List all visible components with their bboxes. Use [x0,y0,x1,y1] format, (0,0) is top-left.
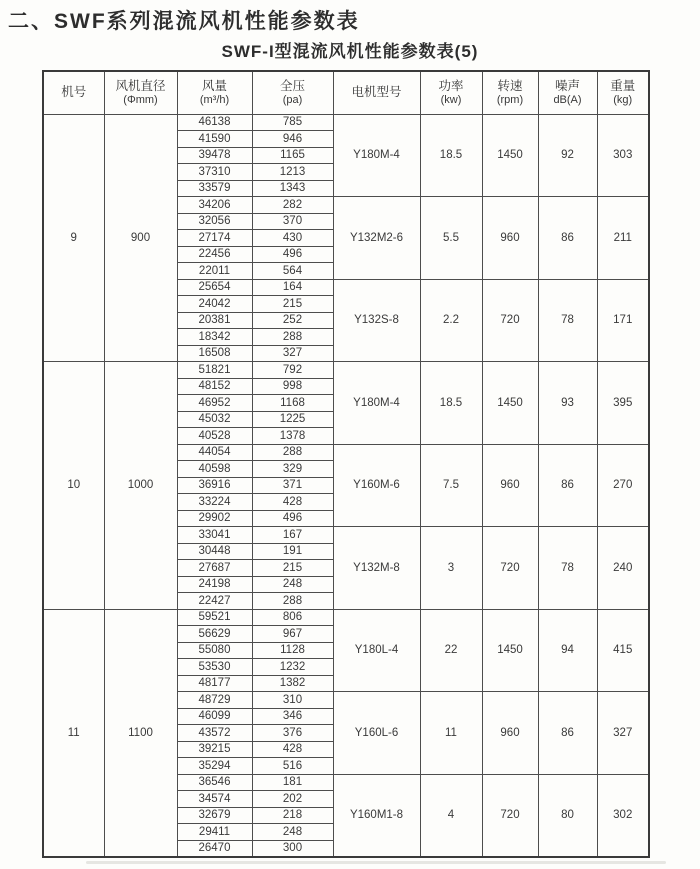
col-header-motor-model: 电机型号 [333,71,420,114]
airflow-cell: 46952 [177,395,252,412]
pressure-cell: 1343 [252,180,333,197]
pressure-cell: 1165 [252,147,333,164]
motor-model-cell: Y160M1-8 [333,774,420,857]
speed-cell: 1450 [482,609,538,692]
pressure-cell: 327 [252,345,333,362]
weight-cell: 415 [597,609,649,692]
noise-cell: 78 [538,527,597,610]
pressure-cell: 215 [252,296,333,313]
motor-model-cell: Y180M-4 [333,114,420,197]
diameter-cell: 1000 [104,362,177,610]
noise-cell: 86 [538,197,597,280]
airflow-cell: 51821 [177,362,252,379]
power-cell: 18.5 [420,114,482,197]
pressure-cell: 164 [252,279,333,296]
pressure-cell: 191 [252,543,333,560]
power-cell: 7.5 [420,444,482,527]
speed-cell: 720 [482,279,538,362]
airflow-cell: 34574 [177,791,252,808]
table-row [43,362,649,379]
airflow-cell: 34206 [177,197,252,214]
pressure-cell: 202 [252,791,333,808]
noise-cell: 86 [538,692,597,775]
pressure-cell: 371 [252,477,333,494]
airflow-cell: 46138 [177,114,252,131]
pressure-cell: 1378 [252,428,333,445]
speed-cell: 960 [482,444,538,527]
noise-cell: 93 [538,362,597,445]
motor-model-cell: Y160M-6 [333,444,420,527]
airflow-cell: 16508 [177,345,252,362]
pressure-cell: 282 [252,197,333,214]
pressure-cell: 248 [252,824,333,841]
pressure-cell: 288 [252,329,333,346]
noise-cell: 80 [538,774,597,857]
pressure-cell: 376 [252,725,333,742]
airflow-cell: 22011 [177,263,252,280]
airflow-cell: 44054 [177,444,252,461]
airflow-cell: 46099 [177,708,252,725]
pressure-cell: 967 [252,626,333,643]
pressure-cell: 946 [252,131,333,148]
pressure-cell: 300 [252,840,333,857]
airflow-cell: 40528 [177,428,252,445]
airflow-cell: 55080 [177,642,252,659]
weight-cell: 302 [597,774,649,857]
speed-cell: 1450 [482,362,538,445]
pressure-cell: 1168 [252,395,333,412]
noise-cell: 94 [538,609,597,692]
col-header-noise: 噪声 dB(A) [538,71,597,114]
speed-cell: 960 [482,197,538,280]
airflow-cell: 22427 [177,593,252,610]
pressure-cell: 310 [252,692,333,709]
pressure-cell: 792 [252,362,333,379]
noise-cell: 86 [538,444,597,527]
airflow-cell: 29411 [177,824,252,841]
pressure-cell: 1213 [252,164,333,181]
power-cell: 3 [420,527,482,610]
fan-table-body [43,114,649,857]
pressure-cell: 998 [252,378,333,395]
pressure-cell: 496 [252,510,333,527]
airflow-cell: 33224 [177,494,252,511]
pressure-cell: 496 [252,246,333,263]
table-row [43,609,649,626]
airflow-cell: 39478 [177,147,252,164]
power-cell: 5.5 [420,197,482,280]
noise-cell: 92 [538,114,597,197]
speed-cell: 720 [482,527,538,610]
airflow-cell: 27174 [177,230,252,247]
pressure-cell: 218 [252,807,333,824]
machine-no-cell: 11 [43,609,104,857]
airflow-cell: 53530 [177,659,252,676]
airflow-cell: 24198 [177,576,252,593]
machine-no-cell: 10 [43,362,104,610]
airflow-cell: 32679 [177,807,252,824]
airflow-cell: 45032 [177,411,252,428]
airflow-cell: 33041 [177,527,252,544]
airflow-cell: 59521 [177,609,252,626]
airflow-cell: 56629 [177,626,252,643]
airflow-cell: 37310 [177,164,252,181]
col-header-speed: 转速 (rpm) [482,71,538,114]
airflow-cell: 35294 [177,758,252,775]
airflow-cell: 36916 [177,477,252,494]
weight-cell: 171 [597,279,649,362]
airflow-cell: 43572 [177,725,252,742]
airflow-cell: 20381 [177,312,252,329]
col-header-machine-no: 机号 [43,71,104,114]
airflow-cell: 26470 [177,840,252,857]
pressure-cell: 806 [252,609,333,626]
weight-cell: 327 [597,692,649,775]
airflow-cell: 48729 [177,692,252,709]
weight-cell: 270 [597,444,649,527]
airflow-cell: 24042 [177,296,252,313]
col-header-pressure: 全压 (pa) [252,71,333,114]
pressure-cell: 516 [252,758,333,775]
airflow-cell: 22456 [177,246,252,263]
motor-model-cell: Y132M2-6 [333,197,420,280]
pressure-cell: 428 [252,494,333,511]
airflow-cell: 25654 [177,279,252,296]
pressure-cell: 1232 [252,659,333,676]
pressure-cell: 1128 [252,642,333,659]
power-cell: 2.2 [420,279,482,362]
airflow-cell: 27687 [177,560,252,577]
speed-cell: 1450 [482,114,538,197]
weight-cell: 211 [597,197,649,280]
col-header-power: 功率 (kw) [420,71,482,114]
pressure-cell: 785 [252,114,333,131]
pressure-cell: 564 [252,263,333,280]
scan-artifact-line [86,861,666,864]
pressure-cell: 288 [252,593,333,610]
pressure-cell: 346 [252,708,333,725]
pressure-cell: 252 [252,312,333,329]
airflow-cell: 48152 [177,378,252,395]
pressure-cell: 370 [252,213,333,230]
pressure-cell: 1225 [252,411,333,428]
airflow-cell: 39215 [177,741,252,758]
motor-model-cell: Y132S-8 [333,279,420,362]
motor-model-cell: Y132M-8 [333,527,420,610]
pressure-cell: 181 [252,774,333,791]
speed-cell: 720 [482,774,538,857]
machine-no-cell: 9 [43,114,104,362]
pressure-cell: 430 [252,230,333,247]
weight-cell: 303 [597,114,649,197]
table-row [43,114,649,131]
airflow-cell: 29902 [177,510,252,527]
noise-cell: 78 [538,279,597,362]
airflow-cell: 32056 [177,213,252,230]
airflow-cell: 30448 [177,543,252,560]
pressure-cell: 329 [252,461,333,478]
col-header-diameter: 风机直径 (Φmm) [104,71,177,114]
power-cell: 18.5 [420,362,482,445]
weight-cell: 240 [597,527,649,610]
diameter-cell: 1100 [104,609,177,857]
table-subtitle: SWF-I型混流风机性能参数表(5) [221,42,479,61]
airflow-cell: 41590 [177,131,252,148]
power-cell: 22 [420,609,482,692]
pressure-cell: 288 [252,444,333,461]
pressure-cell: 1382 [252,675,333,692]
col-header-weight: 重量 (kg) [597,71,649,114]
motor-model-cell: Y160L-6 [333,692,420,775]
motor-model-cell: Y180L-4 [333,609,420,692]
airflow-cell: 36546 [177,774,252,791]
speed-cell: 960 [482,692,538,775]
airflow-cell: 33579 [177,180,252,197]
fan-parameter-table [42,70,650,858]
col-header-airflow: 风量 (m³/h) [177,71,252,114]
motor-model-cell: Y180M-4 [333,362,420,445]
document-title: 二、SWF系列混流风机性能参数表 [8,10,360,33]
airflow-cell: 40598 [177,461,252,478]
pressure-cell: 167 [252,527,333,544]
pressure-cell: 215 [252,560,333,577]
diameter-cell: 900 [104,114,177,362]
airflow-cell: 18342 [177,329,252,346]
power-cell: 11 [420,692,482,775]
airflow-cell: 48177 [177,675,252,692]
weight-cell: 395 [597,362,649,445]
pressure-cell: 248 [252,576,333,593]
pressure-cell: 428 [252,741,333,758]
power-cell: 4 [420,774,482,857]
header-row [43,71,649,114]
